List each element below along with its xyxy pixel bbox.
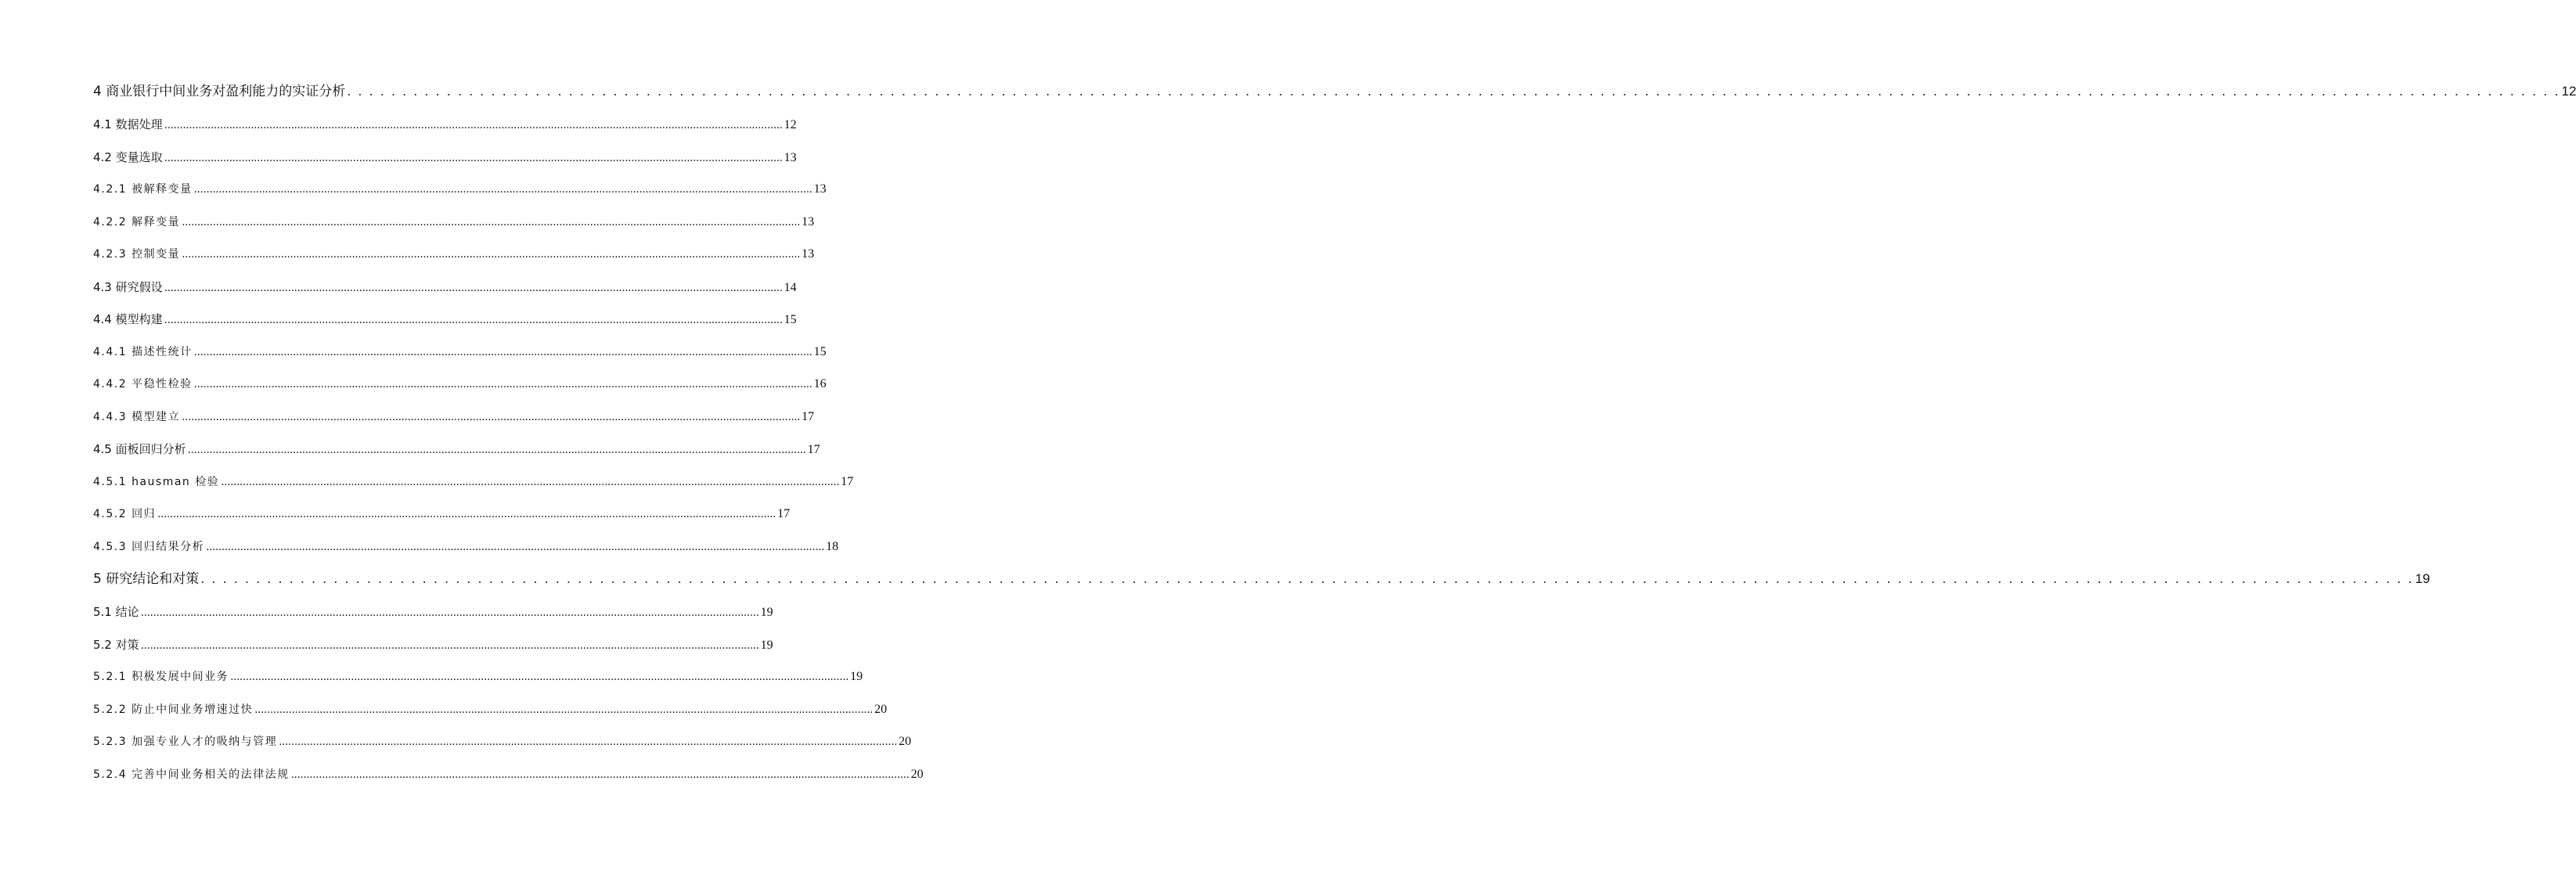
toc-entry[interactable] <box>93 78 2576 111</box>
toc-entry-label: 5.2.4 完善中间业务相关的法律法规 <box>93 768 290 781</box>
toc-entry-page: 17 <box>777 507 791 520</box>
toc-entry-page: 12 <box>2561 84 2576 99</box>
toc-entry-label: 4.4.2 平稳性检验 <box>93 378 193 390</box>
toc-entry-label: 4.1 数据处理 <box>93 117 163 131</box>
toc-entry[interactable] <box>93 469 854 502</box>
toc-entry-page: 20 <box>910 767 924 781</box>
dot-leader: ........................................................................................................................................................................................................ <box>230 671 849 683</box>
toc-entry-page: 20 <box>899 735 912 748</box>
dot-leader: ........................................................................................................................................................................................................ <box>164 119 783 131</box>
toc-entry-label: 4.3 研究假设 <box>93 279 163 294</box>
dot-leader: ........................................................................................................................................................................................................ <box>193 183 812 196</box>
toc-entry-page: 19 <box>760 638 773 652</box>
toc-entry[interactable] <box>93 436 820 469</box>
toc-entry-label: 4.5.3 回归结果分析 <box>93 540 205 553</box>
dot-leader: ........................................................................................................................................................................................................ <box>140 606 759 619</box>
toc-entry-label: 5.2 对策 <box>93 637 139 652</box>
toc-entry[interactable] <box>93 209 815 242</box>
toc-entry[interactable] <box>93 144 797 177</box>
table-of-contents <box>93 78 2576 793</box>
toc-entry-label: 4 商业银行中间业务对盈利能力的实证分析 <box>93 84 346 99</box>
toc-entry-label: 4.2.2 解释变量 <box>93 215 181 228</box>
toc-entry-label: 4.4.3 模型建立 <box>93 410 181 423</box>
dot-leader: ........................................................................................................................................................................................................ <box>193 378 812 390</box>
dot-leader: ........................................................................................................................................................................................................ <box>164 151 783 164</box>
toc-entry[interactable] <box>93 176 827 209</box>
dot-leader: ........................................................................................................................................................................................................ <box>164 281 783 294</box>
toc-entry-page: 18 <box>826 539 839 553</box>
dot-leader: ........................................................................................................................................................................................................ <box>182 410 801 423</box>
dot-leader: ........................................................................................................................................................................................................ <box>140 639 759 652</box>
toc-entry-label: 4.4 模型构建 <box>93 312 163 326</box>
toc-entry[interactable] <box>93 274 797 307</box>
toc-entry-page: 19 <box>760 606 773 619</box>
toc-entry[interactable] <box>93 306 797 339</box>
toc-entry[interactable] <box>93 111 797 144</box>
toc-entry[interactable] <box>93 761 924 794</box>
toc-entry-label: 5.2.1 积极发展中间业务 <box>93 671 229 683</box>
dot-leader: . . . . . . . . . . . . . . . . . . . . . . . . . . . . . . . . . . . . . . . . . . . . . . . . . . . . . . . . . . . . . . . . . . . . . . . . . . . . . . . . . . . . . . . . . . . . . . . . . . . . . . . . . . . . . . . . . . . . . . . . . . . . . . . . . . . . . . . . . . . . . . . . . . . . . . . . . . . . . . . . . . . . . . . . . . . . . . . . . . . . . . . . . . . . . . . . . . . . . . . . <box>200 571 2414 586</box>
toc-entry-page: 17 <box>807 443 820 456</box>
toc-entry[interactable] <box>93 371 827 404</box>
toc-entry-page: 17 <box>841 474 854 488</box>
dot-leader: ........................................................................................................................................................................................................ <box>157 508 776 520</box>
toc-entry-label: 4.4.1 描述性统计 <box>93 345 193 358</box>
toc-entry[interactable] <box>93 696 888 729</box>
dot-leader: ........................................................................................................................................................................................................ <box>164 314 783 326</box>
toc-entry-label: 4.5.1 hausman 检验 <box>93 475 220 488</box>
toc-entry-page: 13 <box>813 182 827 196</box>
toc-entry-page: 13 <box>784 150 797 164</box>
toc-entry[interactable] <box>93 241 815 274</box>
toc-entry-page: 19 <box>2415 571 2430 586</box>
toc-entry-page: 20 <box>874 702 888 716</box>
toc-entry-label: 5 研究结论和对策 <box>93 571 200 587</box>
toc-entry-page: 16 <box>813 377 827 390</box>
toc-entry-page: 14 <box>784 280 797 294</box>
toc-entry-label: 4.2.3 控制变量 <box>93 248 181 261</box>
toc-entry[interactable] <box>93 664 863 696</box>
dot-leader: ........................................................................................................................................................................................................ <box>221 475 840 488</box>
toc-entry[interactable] <box>93 632 773 664</box>
toc-entry-page: 12 <box>784 118 797 131</box>
toc-entry-page: 15 <box>813 344 827 358</box>
toc-entry[interactable] <box>93 566 2430 599</box>
dot-leader: ........................................................................................................................................................................................................ <box>290 768 910 781</box>
toc-entry-label: 4.2 变量选取 <box>93 149 163 164</box>
toc-entry-label: 5.1 结论 <box>93 605 139 619</box>
dot-leader: ........................................................................................................................................................................................................ <box>279 736 898 748</box>
toc-entry-page: 15 <box>784 313 797 326</box>
toc-entry-page: 13 <box>802 214 815 228</box>
toc-entry-page: 13 <box>802 247 815 261</box>
dot-leader: ........................................................................................................................................................................................................ <box>193 345 812 358</box>
toc-entry[interactable] <box>93 599 773 632</box>
toc-entry[interactable] <box>93 534 839 567</box>
toc-entry[interactable] <box>93 729 912 761</box>
dot-leader: ........................................................................................................................................................................................................ <box>254 703 874 716</box>
dot-leader: ........................................................................................................................................................................................................ <box>182 215 801 228</box>
dot-leader: . . . . . . . . . . . . . . . . . . . . . . . . . . . . . . . . . . . . . . . . . . . . . . . . . . . . . . . . . . . . . . . . . . . . . . . . . . . . . . . . . . . . . . . . . . . . . . . . . . . . . . . . . . . . . . . . . . . . . . . . . . . . . . . . . . . . . . . . . . . . . . . . . . . . . . . . . . . . . . . . . . . . . . . . . . . . . . . . . . . . . . . . . . . . . . . . . . . . . . . . <box>347 84 2560 99</box>
toc-entry-label: 5.2.3 加强专业人才的吸纳与管理 <box>93 736 278 748</box>
toc-entry[interactable] <box>93 404 815 437</box>
toc-entry-label: 4.5.2 回归 <box>93 508 157 520</box>
toc-entry-page: 17 <box>802 409 815 423</box>
toc-entry[interactable] <box>93 501 791 534</box>
toc-entry-label: 4.5 面板回归分析 <box>93 442 186 456</box>
dot-leader: ........................................................................................................................................................................................................ <box>187 444 806 456</box>
dot-leader: ........................................................................................................................................................................................................ <box>206 540 825 553</box>
dot-leader: ........................................................................................................................................................................................................ <box>182 248 801 261</box>
toc-entry-page: 19 <box>850 670 863 683</box>
toc-entry-label: 4.2.1 被解释变量 <box>93 183 193 196</box>
toc-entry-label: 5.2.2 防止中间业务增速过快 <box>93 703 254 716</box>
toc-entry[interactable] <box>93 339 827 372</box>
